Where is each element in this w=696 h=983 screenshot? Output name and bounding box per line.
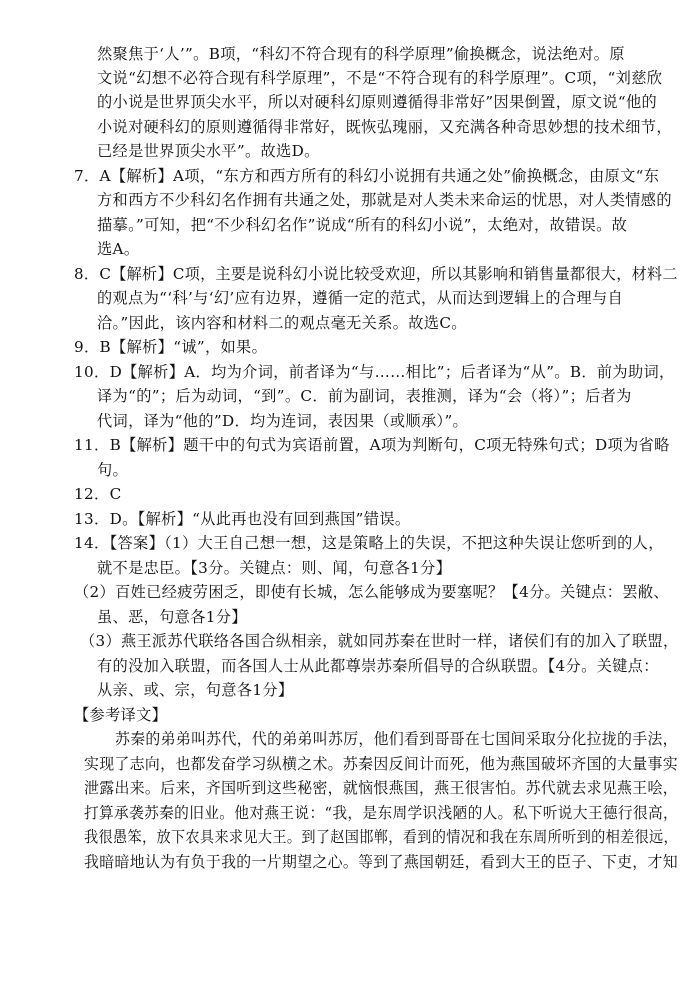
- text-line: 我暗暗地认为有负于我的一片期望之心。等到了燕国朝廷，看到大王的臣子、下吏，才知: [84, 853, 678, 871]
- text-line: 然聚焦于‘人’”。B项，“科幻不符合现有的科学原理”偷换概念，说法绝对。原: [97, 45, 625, 63]
- text-line: 我很愚笨，放下农具来求见大王。到了赵国邯郸，看到的情况和我在东周所听到的相差很远，: [84, 828, 679, 846]
- answer-12: 12．C: [74, 485, 122, 503]
- text-line: 有的没加入联盟，而各国人士从此都尊崇苏秦所倡导的合纵联盟。【4分。关键点：: [97, 657, 659, 675]
- reference-translation-heading: 【参考译文】: [74, 706, 168, 724]
- text-line: 打算承袭苏秦的旧业。他对燕王说：“我，是东周学识浅陋的人。私下听说大王德行很高，: [84, 804, 679, 822]
- text-line: 的小说是世界顶尖水平，所以对硬科幻原则遵循得非常好”因果倒置，原文说“他的: [97, 93, 658, 111]
- text-line: 代词，译为“他的”D．均为连词，表因果（或顺承）”。: [97, 412, 469, 430]
- text-line: 洽。”因此，该内容和材料二的观点毫无关系。故选C。: [97, 314, 467, 332]
- text-line: 就不是忠臣。【3分。关键点：则、闻，句意各1分】: [97, 559, 452, 577]
- answer-10: 10．D【解析】A．均为介词，前者译为“与……相比”；后者译为“从”。B．前为助词，: [74, 363, 675, 381]
- answer-14-part-2: （2）百姓已经疲劳困乏，即使有长城，怎么能够成为要塞呢？【4分。关键点：罢敝、: [74, 583, 669, 601]
- answer-14-part-3: （3）燕王派苏代联络各国合纵相亲，就如同苏秦在世时一样，诸侯们有的加入了联盟，: [80, 632, 679, 650]
- text-line: 虽、恶，句意各1分】: [97, 608, 247, 626]
- text-line: 文说“幻想不必符合现有科学原理”，不是“不符合现有的科学原理”。C项，“刘慈欣: [97, 69, 663, 87]
- answer-11: 11．B【解析】题干中的句式为宾语前置，A项为判断句，C项无特殊句式；D项为省略: [74, 436, 670, 454]
- answer-13: 13．D。【解析】“从此再也没有回到燕国”错误。: [74, 510, 411, 528]
- answer-8: 8．C【解析】C项，主要是说科幻小说比较受欢迎，所以其影响和销售量都很大，材料二: [74, 265, 678, 283]
- text-line: 实现了志向，也都发奋学习纵横之术。苏秦因反间计而死，他为燕国破坏齐国的大量事实: [84, 755, 678, 773]
- text-line: 句。: [97, 461, 129, 479]
- answer-7: 7．A【解析】A项，“东方和西方所有的科幻小说拥有共通之处”偷换概念，由原文“东: [74, 167, 660, 185]
- text-line: 小说对硬科幻的原则遵循得非常好，既恢弘瑰丽，又充满各种奇思妙想的技术细节，: [97, 118, 672, 136]
- text-line: 译为“的”；后为动词，“到”。C．前为副词，表推测，译为“会（将）”；后者为: [97, 387, 632, 405]
- text-line: 描摹。”可知，把“不少科幻名作”说成“所有的科幻小说”，太绝对，故错误。故: [97, 216, 628, 234]
- text-line: 选A。: [97, 240, 140, 258]
- answer-9: 9．B【解析】“诚”，如果。: [74, 338, 268, 356]
- translation-paragraph: 苏秦的弟弟叫苏代，代的弟弟叫苏厉，他们看到哥哥在七国间采取分化拉拢的手法，: [115, 730, 678, 748]
- text-line: 泄露出来。后来，齐国听到这些秘密，就恼恨燕国，燕王很害怕。苏代就去求见燕王哙，: [84, 779, 678, 797]
- answer-14: 14．【答案】（1）大王自己想一想，这是策略上的失误，不把这种失误让您听到的人，: [74, 534, 664, 552]
- text-line: 方和西方不少科幻名作拥有共通之处，那就是对人类未来命运的忧思，对人类情感的: [97, 191, 672, 209]
- text-line: 从亲、或、宗，句意各1分】: [97, 681, 294, 699]
- text-line: 已经是世界顶尖水平”。故选D。: [97, 142, 320, 160]
- text-line: 的观点为“‘科’与‘幻’应有边界，遵循一定的范式，从而达到逻辑上的合理与自: [97, 289, 624, 307]
